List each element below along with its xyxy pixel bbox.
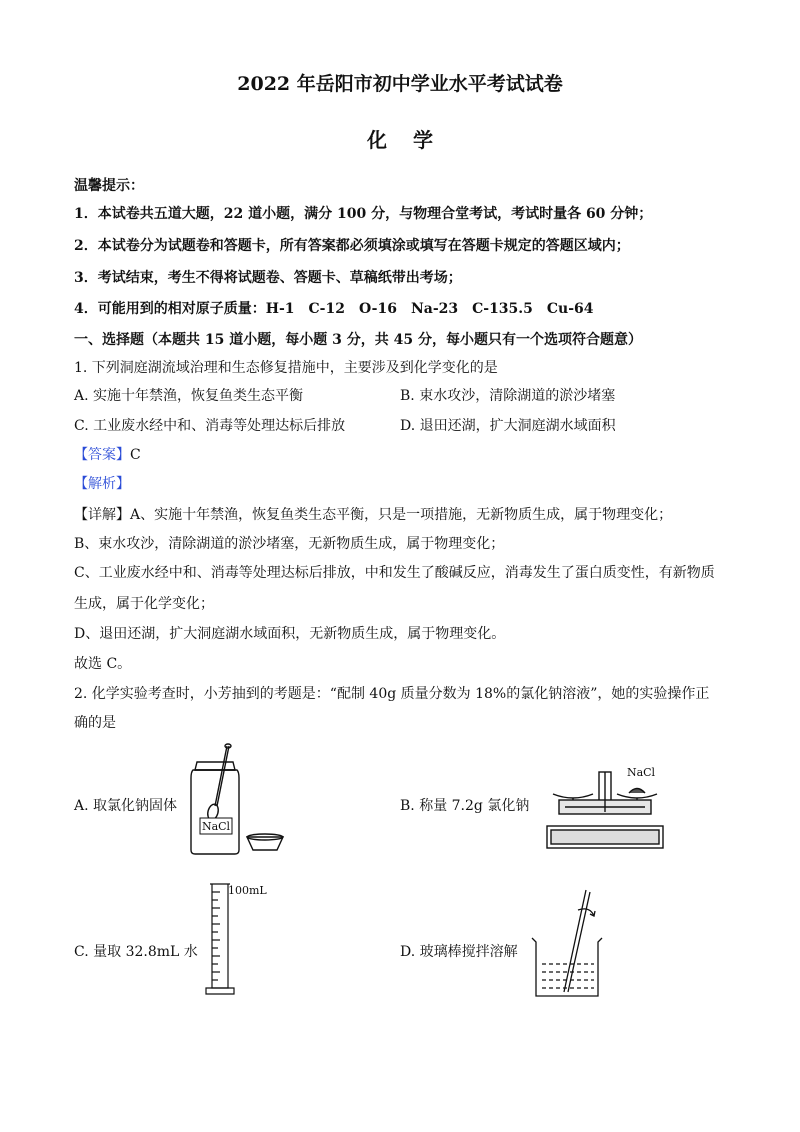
q1-detail-line: C、工业废水经中和、消毒等处理达标后排放，中和发生了酸碱反应，消毒发生了蛋白质变性，有新物质 <box>74 565 715 581</box>
jar-label: NaCl <box>201 820 231 833</box>
balance-label: NaCl <box>626 766 656 779</box>
q2-option-b: B. 称量 7.2g 氯化钠 <box>400 798 530 814</box>
q2-option-c: C. 量取 32.8mL 水 <box>74 944 198 960</box>
figure-balance <box>545 756 665 856</box>
figure-beaker-stirring <box>528 888 608 1003</box>
q1-detail-line: B、束水攻沙，清除湖道的淤沙堵塞，无新物质生成，属于物理变化； <box>74 536 505 552</box>
question-2-stem: 2. 化学实验考查时，小芳抽到的考题是：“配制 40g 质量分数为 18%的氯化钠溶液”，她的实验操作正 <box>74 686 710 702</box>
tip-item: 1．本试卷共五道大题，22 道小题，满分 100 分，与物理合堂考试，考试时量各 60 分钟； <box>74 206 653 222</box>
q2-option-a: A. 取氯化钠固体 <box>74 798 178 814</box>
analysis-tag: 【解析】 <box>74 476 130 492</box>
section-heading: 一、选择题（本题共 15 道小题，每小题 3 分，共 45 分，每小题只有一个选项符合题意） <box>74 332 642 348</box>
q1-option-d: D. 退田还湖，扩大洞庭湖水域面积 <box>400 418 616 434</box>
q1-detail-line: D、退田还湖，扩大洞庭湖水域面积，无新物质生成，属于物理变化。 <box>74 626 506 642</box>
figure-graduated-cylinder <box>200 880 280 1000</box>
q1-answer <box>74 445 141 465</box>
figure-reagent-jar <box>185 742 285 857</box>
q1-option-c: C. 工业废水经中和、消毒等处理达标后排放 <box>74 418 346 434</box>
q1-detail-line <box>74 505 672 525</box>
tip-item: 2．本试卷分为试题卷和答题卡，所有答案都必须填涂或填写在答题卡规定的答题区域内； <box>74 238 630 254</box>
tip-item: 3．考试结束，考生不得将试题卷、答题卡、草稿纸带出考场； <box>74 270 462 286</box>
page-title: 2022 年岳阳市初中学业水平考试试卷 <box>237 73 563 95</box>
answer-tag: 【答案】 <box>74 447 130 463</box>
q1-option-b: B. 束水攻沙，清除湖道的淤沙堵塞 <box>400 388 616 404</box>
q1-option-a: A. 实施十年禁渔，恢复鱼类生态平衡 <box>74 388 304 404</box>
detail-tag: 【详解】 <box>74 507 130 523</box>
detail-text: A、实施十年禁渔，恢复鱼类生态平衡，只是一项措施，无新物质生成，属于物理变化； <box>130 507 673 523</box>
tip-item: 4．可能用到的相对原子质量：H-1 C-12 O-16 Na-23 C-135.5 Cu-64 <box>74 301 594 317</box>
q2-option-d: D. 玻璃棒搅拌溶解 <box>400 944 518 960</box>
tips-heading: 温馨提示： <box>74 178 144 194</box>
q1-detail-line: 故选 C。 <box>74 656 132 672</box>
question-2-stem-cont: 确的是 <box>74 715 116 731</box>
q1-detail-line: 生成，属于化学变化； <box>74 596 214 612</box>
question-1-stem: 1. 下列洞庭湖流域治理和生态修复措施中，主要涉及到化学变化的是 <box>74 360 498 376</box>
answer-value: C <box>130 447 141 463</box>
cylinder-label: 100mL <box>228 884 267 897</box>
subject-title: 化学 <box>367 128 459 152</box>
